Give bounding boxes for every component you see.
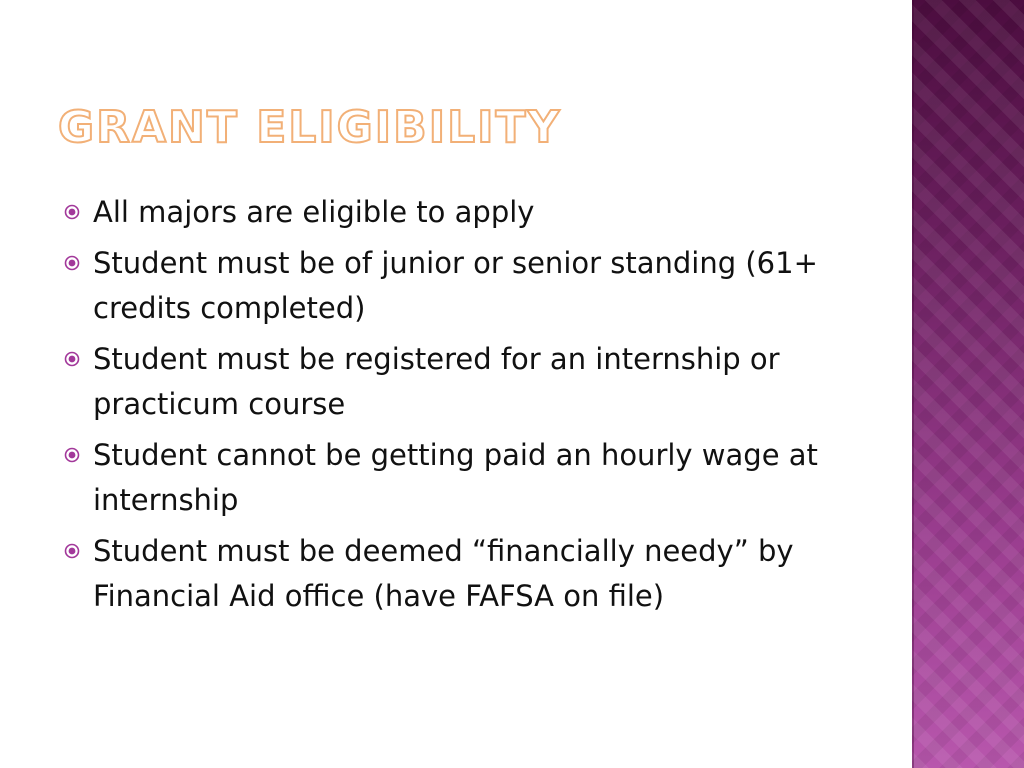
bullet-text: Student must be deemed “financially needy” by Financial Aid office (have FAFSA on file) (93, 534, 794, 613)
list-item (62, 433, 862, 523)
list-item (62, 190, 862, 235)
list-item (62, 529, 862, 619)
bullet-text: Student must be registered for an internship or practicum course (93, 342, 780, 421)
list-item (62, 241, 862, 331)
bullet-text: Student cannot be getting paid an hourly wage at internship (93, 438, 818, 517)
circle-dot-icon (64, 255, 80, 271)
bullet-text: All majors are eligible to apply (93, 195, 535, 229)
bullet-list (62, 190, 862, 625)
bullet-text: Student must be of junior or senior standing (61+ credits completed) (93, 246, 818, 325)
circle-dot-icon (64, 447, 80, 463)
circle-dot-icon (64, 351, 80, 367)
circle-dot-icon (64, 543, 80, 559)
list-item (62, 337, 862, 427)
side-band-edge (912, 0, 914, 768)
circle-dot-icon (64, 204, 80, 220)
slide-title: GRANT ELIGIBILITY (58, 102, 562, 153)
decorative-side-band (912, 0, 1024, 768)
